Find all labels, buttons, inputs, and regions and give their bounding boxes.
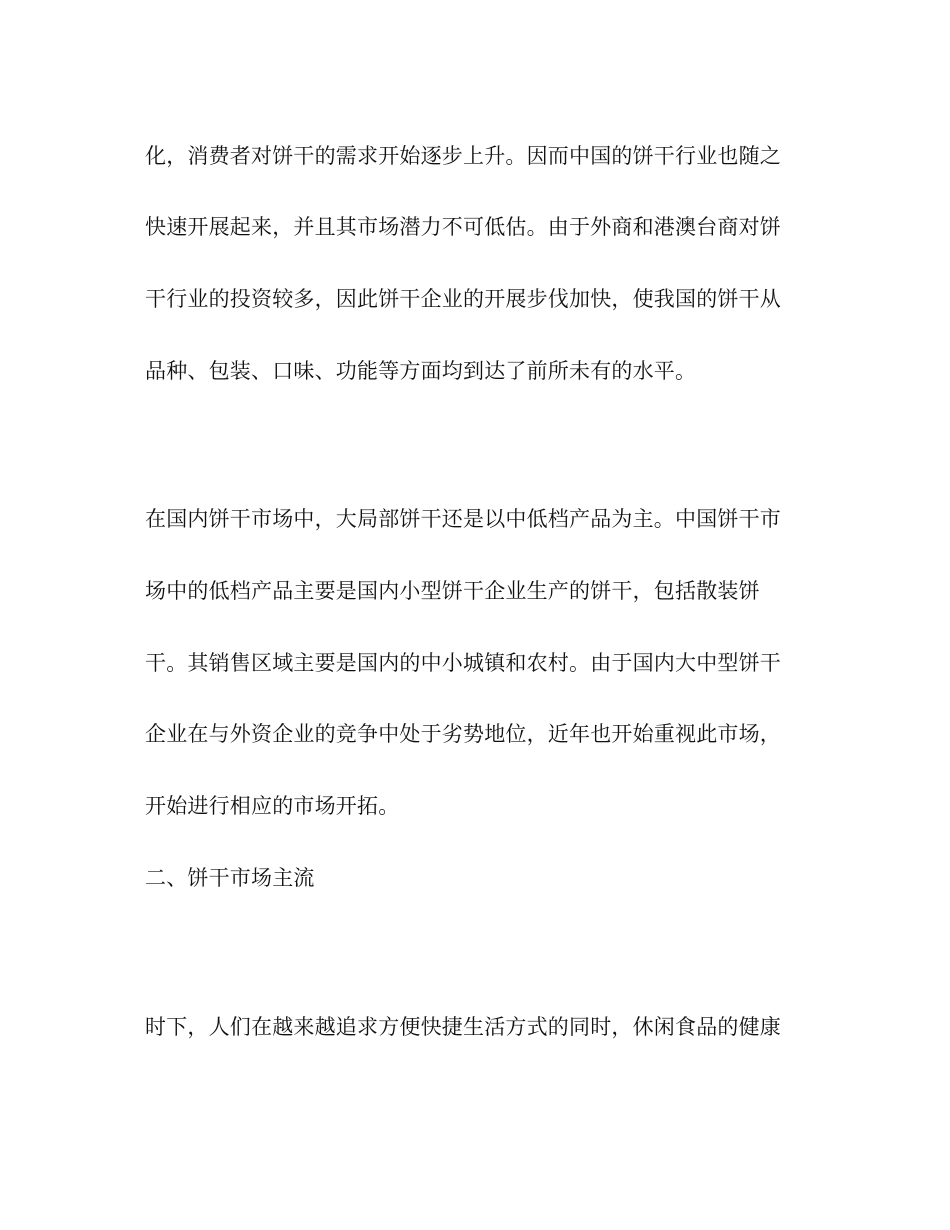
paragraph-2-line-1: 在国内饼干市场中，大局部饼干还是以中低档产品为主。中国饼干市 xyxy=(145,507,781,531)
paragraph-2-line-2: 场中的低档产品主要是国内小型饼干企业生产的饼干，包括散装饼 xyxy=(145,579,760,603)
paragraph-3-line-1: 时下，人们在越来越追求方便快捷生活方式的同时，休闲食品的健康 xyxy=(145,1015,781,1039)
paragraph-2-line-3: 干。其销售区域主要是国内的中小城镇和农村。由于国内大中型饼干 xyxy=(145,651,781,675)
paragraph-2-line-4: 企业在与外资企业的竞争中处于劣势地位，近年也开始重视此市场， xyxy=(145,722,781,746)
paragraph-2-line-5: 开始进行相应的市场开拓。 xyxy=(145,794,400,818)
section-heading: 二、饼干市场主流 xyxy=(145,866,315,890)
paragraph-1-line-2: 快速开展起来，并且其市场潜力不可低估。由于外商和港澳台商对饼 xyxy=(145,215,781,239)
paragraph-1-line-4: 品种、包装、口味、功能等方面均到达了前所未有的水平。 xyxy=(145,359,697,383)
paragraph-1-line-1: 化，消费者对饼干的需求开始逐步上升。因而中国的饼干行业也随之 xyxy=(145,144,781,168)
paragraph-1-line-3: 干行业的投资较多，因此饼干企业的开展步伐加快，使我国的饼干从 xyxy=(145,287,781,311)
